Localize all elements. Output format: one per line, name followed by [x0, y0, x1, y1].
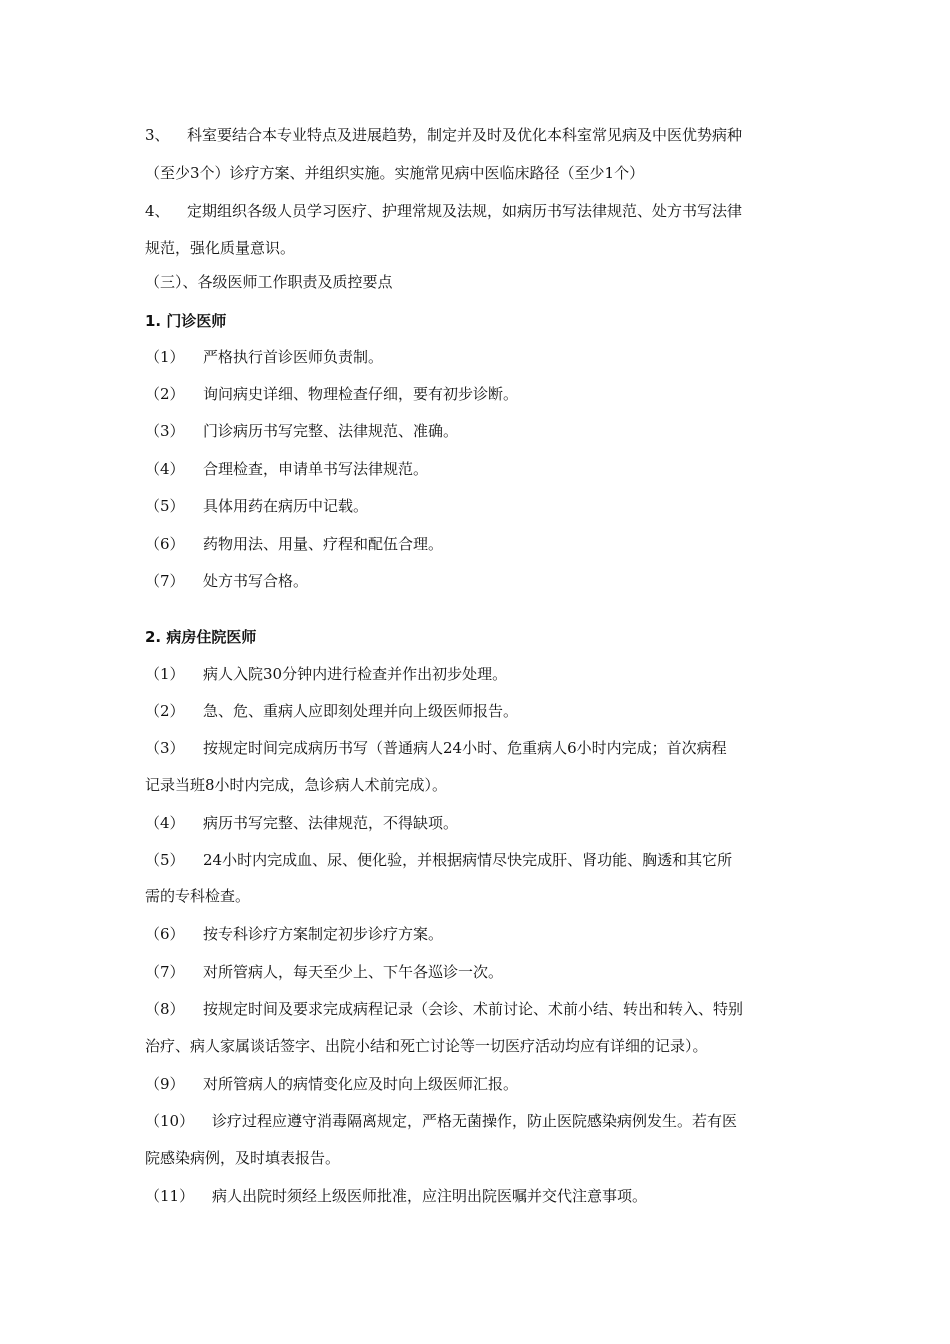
outpatient-item	[145, 534, 810, 554]
paragraph-item-3-continued	[145, 163, 810, 183]
item-text: 病历书写完整、法律规范，不得缺项。	[203, 814, 459, 832]
outpatient-item	[145, 384, 810, 404]
outpatient-item	[145, 347, 810, 367]
ward-item-continued	[145, 1036, 810, 1056]
paragraph-text: 科室要结合本专业特点及进展趋势，制定并及时及优化本科室常见病及中医优势病种	[187, 126, 743, 144]
item-text: 诊疗过程应遵守消毒隔离规定，严格无菌操作，防止医院感染病例发生。若有医	[212, 1112, 738, 1130]
item-number: （11）	[145, 1187, 195, 1205]
item-number: （1）	[145, 348, 185, 366]
item-number: （10）	[145, 1112, 195, 1130]
item-text: 按规定时间完成病历书写（普通病人24小时、危重病人6小时内完成；首次病程	[203, 739, 727, 757]
paragraph-text: 定期组织各级人员学习医疗、护理常规及法规，如病历书写法律规范、处方书写法律	[187, 202, 743, 220]
ward-item	[145, 962, 810, 982]
item-number: （5）	[145, 851, 185, 869]
item-number: （6）	[145, 535, 185, 553]
outpatient-item	[145, 459, 810, 479]
item-text: 需的专科检查。	[145, 887, 251, 905]
item-text: 处方书写合格。	[203, 572, 309, 590]
ward-item	[145, 924, 810, 944]
item-number: （7）	[145, 963, 185, 981]
item-text: 按规定时间及要求完成病程记录（会诊、术前讨论、术前小结、转出和转入、特别	[203, 1000, 744, 1018]
item-text: 对所管病人，每天至少上、下午各巡诊一次。	[203, 963, 504, 981]
item-number: （2）	[145, 385, 185, 403]
item-number: 4、	[145, 202, 170, 220]
paragraph-item-3	[145, 125, 810, 145]
item-number: （8）	[145, 1000, 185, 1018]
item-number: 3、	[145, 126, 170, 144]
item-text: 记录当班8小时内完成，急诊病人术前完成）。	[145, 776, 448, 794]
item-text: 治疗、病人家属谈话签字、出院小结和死亡讨论等一切医疗活动均应有详细的记录）。	[145, 1037, 708, 1055]
outpatient-item	[145, 421, 810, 441]
section-title: （三）、各级医师工作职责及质控要点	[145, 273, 393, 291]
paragraph-item-4	[145, 201, 810, 221]
ward-item	[145, 999, 810, 1019]
item-text: 询问病史详细、物理检查仔细，要有初步诊断。	[203, 385, 519, 403]
item-number: （3）	[145, 422, 185, 440]
item-number: （1）	[145, 665, 185, 683]
ward-item	[145, 701, 810, 721]
item-text: 合理检查，申请单书写法律规范。	[203, 460, 429, 478]
ward-item	[145, 813, 810, 833]
item-text: 急、危、重病人应即刻处理并向上级医师报告。	[203, 702, 519, 720]
ward-item-continued	[145, 1148, 810, 1168]
ward-heading: 2. 病房住院医师	[145, 628, 257, 646]
item-number: （4）	[145, 460, 185, 478]
item-text: 按专科诊疗方案制定初步诊疗方案。	[203, 925, 444, 943]
paragraph-item-4-continued	[145, 238, 810, 258]
item-text: 24小时内完成血、尿、便化验，并根据病情尽快完成肝、肾功能、胸透和其它所	[203, 851, 733, 869]
item-number: （4）	[145, 814, 185, 832]
ward-item	[145, 1111, 810, 1131]
ward-item	[145, 1074, 810, 1094]
ward-item	[145, 850, 810, 870]
outpatient-item	[145, 571, 810, 591]
ward-item	[145, 738, 810, 758]
ward-item-continued	[145, 775, 810, 795]
item-text: 院感染病例，及时填表报告。	[145, 1149, 341, 1167]
item-text: 药物用法、用量、疗程和配伍合理。	[203, 535, 444, 553]
item-number: （5）	[145, 497, 185, 515]
outpatient-heading: 1. 门诊医师	[145, 312, 227, 330]
item-number: （3）	[145, 739, 185, 757]
item-number: （9）	[145, 1075, 185, 1093]
ward-item	[145, 664, 810, 684]
item-number: （2）	[145, 702, 185, 720]
item-text: 病人出院时须经上级医师批准，应注明出院医嘱并交代注意事项。	[212, 1187, 648, 1205]
ward-item-continued	[145, 886, 810, 906]
paragraph-text: （至少3个）诊疗方案、并组织实施。实施常见病中医临床路径（至少1个）	[145, 164, 645, 182]
item-number: （6）	[145, 925, 185, 943]
ward-item	[145, 1186, 810, 1206]
item-text: 具体用药在病历中记载。	[203, 497, 369, 515]
item-text: 严格执行首诊医师负责制。	[203, 348, 384, 366]
item-text: 门诊病历书写完整、法律规范、准确。	[203, 422, 459, 440]
outpatient-item	[145, 496, 810, 516]
item-text: 对所管病人的病情变化应及时向上级医师汇报。	[203, 1075, 519, 1093]
paragraph-text: 规范，强化质量意识。	[145, 239, 296, 257]
item-text: 病人入院30分钟内进行检查并作出初步处理。	[203, 665, 508, 683]
item-number: （7）	[145, 572, 185, 590]
